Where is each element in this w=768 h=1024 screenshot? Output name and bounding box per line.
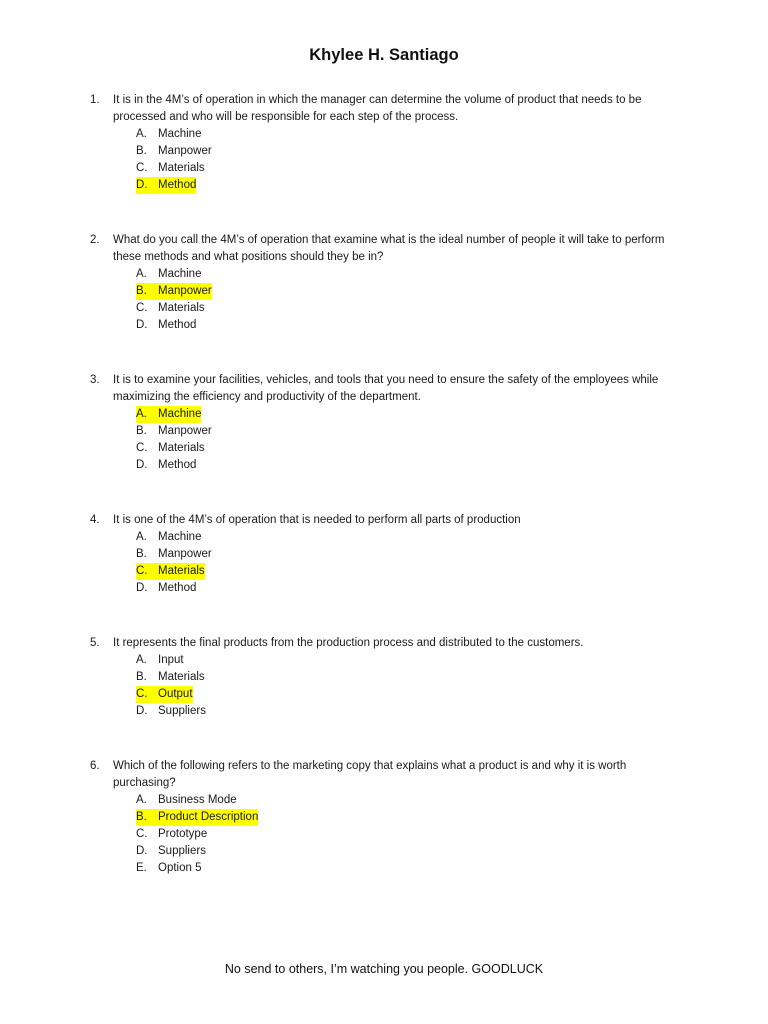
question-4 bbox=[90, 512, 690, 597]
option-text: Manpower bbox=[158, 145, 212, 157]
option-list bbox=[136, 126, 690, 194]
option-letter: D. bbox=[136, 582, 148, 594]
option-text: Materials bbox=[158, 302, 205, 314]
option-letter: B. bbox=[136, 548, 147, 560]
question-text: Which of the following refers to the marketing copy that explains what a product is and why it is worth purchasing? bbox=[113, 760, 627, 789]
option-d bbox=[136, 843, 690, 860]
option-letter: C. bbox=[136, 302, 148, 314]
question-number: 2. bbox=[90, 234, 100, 246]
option-letter: C. bbox=[136, 828, 148, 840]
option-d bbox=[136, 317, 690, 334]
option-text: Machine bbox=[158, 531, 202, 543]
option-b-highlighted bbox=[136, 283, 690, 300]
question-number: 1. bbox=[90, 94, 100, 106]
option-text: Machine bbox=[158, 268, 202, 280]
option-d bbox=[136, 703, 690, 720]
page-title: Khylee H. Santiago bbox=[309, 46, 459, 64]
option-text: Manpower bbox=[158, 548, 212, 560]
answer-highlight bbox=[136, 563, 205, 580]
option-list bbox=[136, 792, 690, 877]
option-letter: D. bbox=[136, 459, 148, 471]
option-text: Output bbox=[158, 688, 193, 700]
question-text: It is to examine your facilities, vehicles, and tools that you need to ensure the safety of the employees while maximizing the efficiency and productivity of the department. bbox=[113, 374, 659, 403]
option-letter: B. bbox=[136, 425, 147, 437]
option-d-highlighted bbox=[136, 177, 690, 194]
option-letter: D. bbox=[136, 319, 148, 331]
option-text: Manpower bbox=[158, 425, 212, 437]
option-letter: C. bbox=[136, 688, 148, 700]
option-text: Materials bbox=[158, 162, 205, 174]
option-letter: B. bbox=[136, 811, 147, 823]
option-c bbox=[136, 440, 690, 457]
option-letter: C. bbox=[136, 442, 148, 454]
option-a bbox=[136, 529, 690, 546]
option-b bbox=[136, 546, 690, 563]
option-letter: A. bbox=[136, 654, 147, 666]
option-text: Method bbox=[158, 319, 197, 331]
question-text: It is in the 4M’s of operation in which the manager can determine the volume of product that needs to be processed and who will be responsible for each step of the process. bbox=[113, 94, 642, 123]
option-text: Machine bbox=[158, 128, 202, 140]
option-letter: D. bbox=[136, 845, 148, 857]
option-a bbox=[136, 126, 690, 143]
option-b bbox=[136, 423, 690, 440]
option-a bbox=[136, 266, 690, 283]
option-letter: E. bbox=[136, 862, 147, 874]
option-list bbox=[136, 266, 690, 334]
question-number: 3. bbox=[90, 374, 100, 386]
option-c-highlighted bbox=[136, 563, 690, 580]
answer-highlight bbox=[136, 809, 258, 826]
option-letter: B. bbox=[136, 145, 147, 157]
answer-highlight bbox=[136, 177, 196, 194]
option-letter: C. bbox=[136, 162, 148, 174]
option-text: Materials bbox=[158, 442, 205, 454]
question-text: It represents the final products from the production process and distributed to the customers. bbox=[113, 637, 584, 649]
question-3 bbox=[90, 372, 690, 474]
option-list bbox=[136, 529, 690, 597]
option-text: Input bbox=[158, 654, 184, 666]
option-e bbox=[136, 860, 690, 877]
option-b-highlighted bbox=[136, 809, 690, 826]
option-text: Materials bbox=[158, 565, 205, 577]
option-text: Materials bbox=[158, 671, 205, 683]
question-1 bbox=[90, 92, 690, 194]
option-text: Manpower bbox=[158, 285, 212, 297]
option-letter: A. bbox=[136, 531, 147, 543]
option-text: Prototype bbox=[158, 828, 208, 840]
option-b bbox=[136, 669, 690, 686]
option-letter: D. bbox=[136, 705, 148, 717]
option-text: Method bbox=[158, 179, 197, 191]
option-c bbox=[136, 826, 690, 843]
option-a bbox=[136, 652, 690, 669]
question-number: 4. bbox=[90, 514, 100, 526]
question-text: It is one of the 4M’s of operation that is needed to perform all parts of production bbox=[113, 514, 521, 526]
option-letter: B. bbox=[136, 671, 147, 683]
footer-note: No send to others, I’m watching you people. GOODLUCK bbox=[224, 962, 544, 976]
option-text: Product Description bbox=[158, 811, 259, 823]
question-6 bbox=[90, 758, 690, 877]
answer-highlight bbox=[136, 283, 212, 300]
option-text: Business Mode bbox=[158, 794, 237, 806]
question-5 bbox=[90, 635, 690, 720]
option-text: Option 5 bbox=[158, 862, 202, 874]
option-letter: A. bbox=[136, 268, 147, 280]
question-2 bbox=[90, 232, 690, 334]
option-d bbox=[136, 580, 690, 597]
option-list bbox=[136, 406, 690, 474]
option-letter: A. bbox=[136, 408, 147, 420]
answer-highlight bbox=[136, 686, 193, 703]
option-b bbox=[136, 143, 690, 160]
option-text: Machine bbox=[158, 408, 202, 420]
option-text: Suppliers bbox=[158, 705, 206, 717]
option-text: Suppliers bbox=[158, 845, 206, 857]
question-number: 5. bbox=[90, 637, 100, 649]
option-a-highlighted bbox=[136, 406, 690, 423]
option-c bbox=[136, 160, 690, 177]
question-text: What do you call the 4M’s of operation that examine what is the ideal number of people it will take to perform these methods and what positions should they be in? bbox=[113, 234, 665, 263]
option-letter: A. bbox=[136, 794, 147, 806]
option-letter: A. bbox=[136, 128, 147, 140]
option-text: Method bbox=[158, 582, 197, 594]
option-c-highlighted bbox=[136, 686, 690, 703]
option-c bbox=[136, 300, 690, 317]
option-a bbox=[136, 792, 690, 809]
option-letter: C. bbox=[136, 565, 148, 577]
option-letter: B. bbox=[136, 285, 147, 297]
option-letter: D. bbox=[136, 179, 148, 191]
question-number: 6. bbox=[90, 760, 100, 772]
answer-highlight bbox=[136, 406, 201, 423]
option-d bbox=[136, 457, 690, 474]
option-list bbox=[136, 652, 690, 720]
option-text: Method bbox=[158, 459, 197, 471]
